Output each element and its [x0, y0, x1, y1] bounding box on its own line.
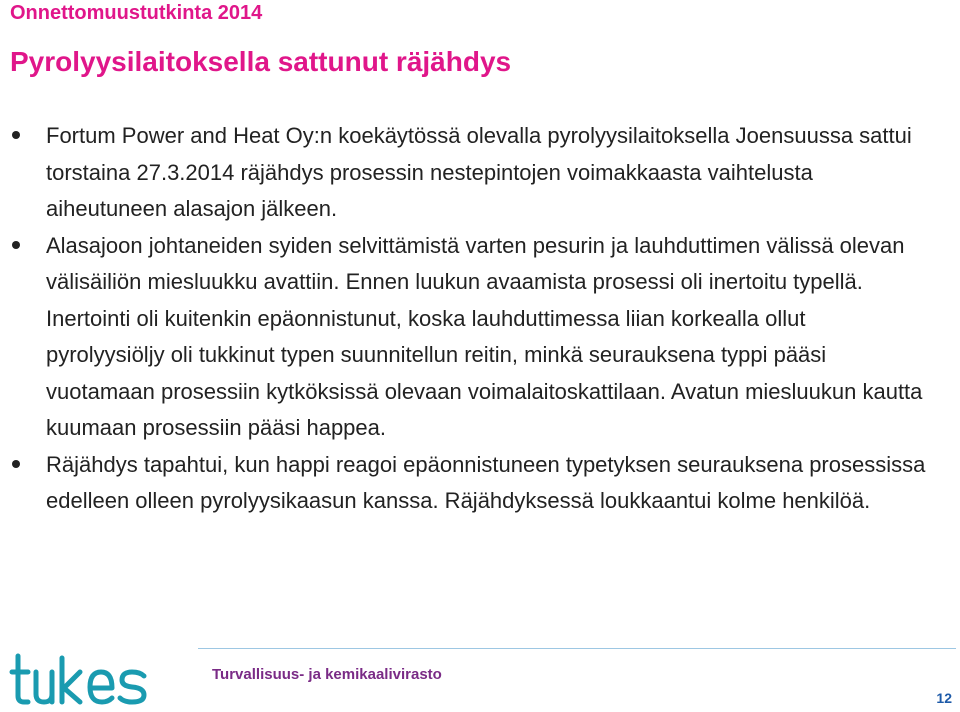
footer-divider [198, 648, 956, 649]
header-label: Onnettomuustutkinta 2014 [10, 2, 263, 24]
bullet-text: Alasajoon johtaneiden syiden selvittämistä varten pesurin ja lauhduttimen välissä olevan välisäiliön miesluukku avattiin. Ennen luukun avaamista prosessi oli inertoitu typellä. Inertointi oli kuitenkin epäonnistunut, koska lauhduttimessa liian korkealla ollut pyrolyysiöljy oli tukkinut typen suunnitellun reitin, minkä seurauksena typpi pääsi vuotamaan prosessiin kytköksissä olevaan voimalaitoskattilaan. Avatun miesluukun kautta kuumaan prosessiin pääsi happea. [46, 232, 923, 440]
bullet-dot-icon [12, 241, 20, 249]
bullet-dot-icon [12, 460, 20, 468]
bullet-item [0, 447, 930, 520]
bullet-text: Räjähdys tapahtui, kun happi reagoi epäonnistuneen typetyksen seurauksena prosessissa edelleen olleen pyrolyysikaasun kanssa. Räjähdyksessä loukkaantui kolme henkilöä. [46, 451, 926, 513]
bullet-list [0, 118, 930, 520]
bullet-dot-icon [12, 131, 20, 139]
bullet-text: Fortum Power and Heat Oy:n koekäytössä olevalla pyrolyysilaitoksella Joensuussa sattui torstaina 27.3.2014 räjähdys prosessin nestepintojen voimakkaasta vaihtelusta aiheutuneen alasajon jälkeen. [46, 123, 912, 221]
slide-title: Pyrolyysilaitoksella sattunut räjähdys [10, 46, 512, 77]
tukes-logo [8, 652, 158, 708]
bullet-item [0, 228, 930, 447]
page-number: 12 [936, 690, 952, 706]
bullet-item [0, 118, 930, 228]
footer-organization: Turvallisuus- ja kemikaalivirasto [212, 666, 442, 683]
